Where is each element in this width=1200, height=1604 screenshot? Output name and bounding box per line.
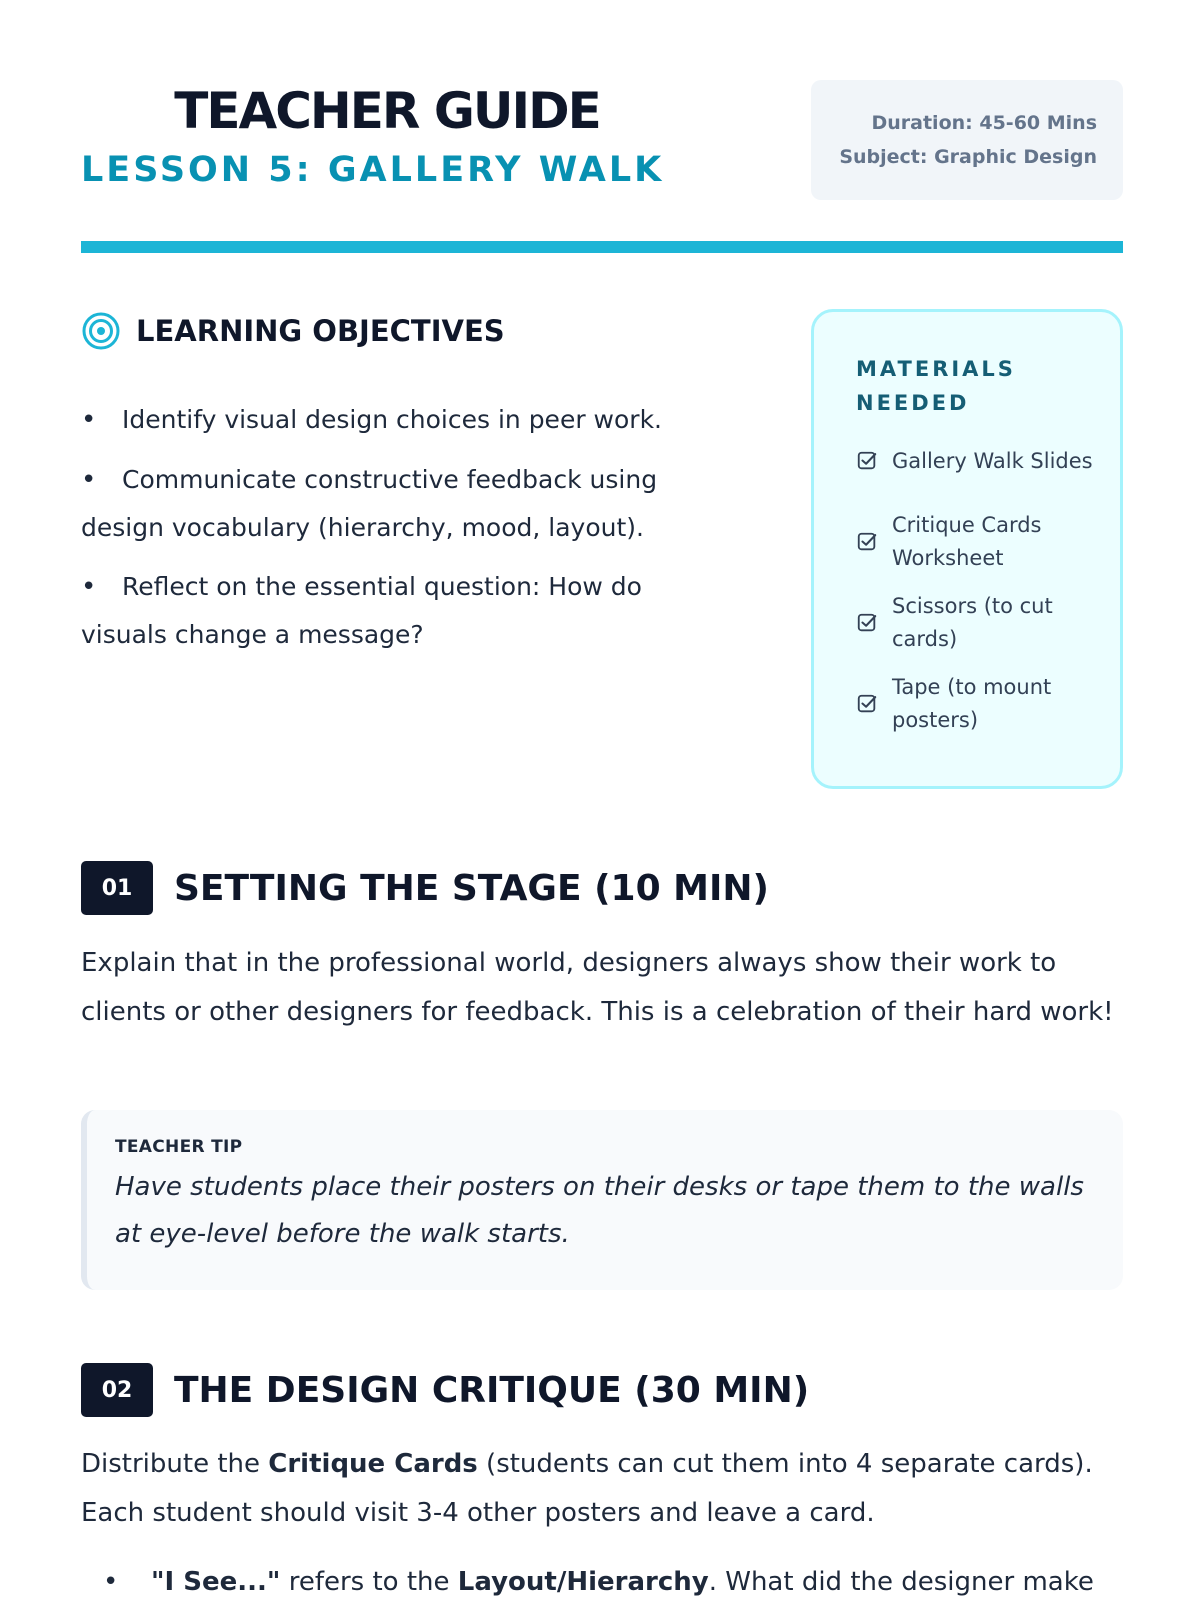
item-text: . What did the designer make — [708, 1567, 1094, 1597]
target-icon — [81, 311, 121, 351]
list-item — [81, 563, 701, 658]
bullet-icon: • — [81, 405, 97, 435]
page-title: TEACHER GUIDE — [174, 82, 600, 140]
critique-list — [81, 1560, 1123, 1604]
body-text: (students can cut them into 4 separate cards). Each student should visit 3-4 other posters and leave a card. — [81, 1449, 1093, 1528]
body-text: Distribute the — [81, 1449, 269, 1479]
material-item — [856, 505, 1096, 579]
objectives-heading — [81, 309, 505, 353]
objective-text: Reflect on the essential question: How do visuals change a message? — [81, 572, 642, 649]
section-body — [81, 1440, 1123, 1538]
item-emphasis: "I See..." — [151, 1567, 281, 1597]
objective-text: Identify visual design choices in peer work. — [122, 405, 662, 434]
list-item — [81, 456, 701, 551]
header — [81, 80, 1123, 210]
materials-box — [811, 309, 1123, 789]
material-label: Critique Cards Worksheet — [892, 513, 1042, 570]
header-divider — [81, 241, 1123, 253]
lesson-meta-box — [811, 80, 1123, 200]
material-label: Tape (to mount posters) — [892, 675, 1052, 732]
materials-title: MATERIALS NEEDED — [856, 357, 1016, 415]
objectives-list — [81, 396, 701, 670]
teacher-tip-box — [81, 1110, 1123, 1290]
material-item — [856, 667, 1096, 741]
bullet-icon: • — [81, 465, 97, 495]
section-title: THE DESIGN CRITIQUE (30 MIN) — [174, 1369, 810, 1411]
list-item — [81, 1560, 1123, 1604]
material-item — [856, 424, 1096, 498]
subject-text: Subject: Graphic Design — [839, 146, 1097, 168]
material-item — [856, 586, 1096, 660]
list-item — [81, 396, 701, 444]
material-label: Scissors (to cut cards) — [892, 594, 1053, 651]
objective-text: Communicate constructive feedback using design vocabulary (hierarchy, mood, layout). — [81, 465, 658, 542]
checkbox-icon — [856, 693, 878, 715]
tip-label: TEACHER TIP — [115, 1137, 243, 1157]
checkbox-icon — [856, 531, 878, 553]
section-number-badge: 01 — [81, 861, 153, 915]
duration-text: Duration: 45-60 Mins — [871, 112, 1097, 134]
item-emphasis: Layout/Hierarchy — [457, 1567, 709, 1597]
body-emphasis: Critique Cards — [268, 1449, 478, 1479]
item-text: refers to the — [280, 1567, 458, 1597]
tip-text: Have students place their posters on their desks or tape them to the walls at eye-level before the walk starts. — [115, 1172, 1084, 1249]
section-number-badge: 02 — [81, 1363, 153, 1417]
section-body: Explain that in the professional world, designers always show their work to clients or other designers for feedback. This is a celebration of their hard work! — [81, 948, 1114, 1027]
checkbox-icon — [856, 450, 878, 472]
section-heading-design-critique — [81, 1363, 809, 1417]
material-label: Gallery Walk Slides — [892, 448, 1093, 473]
bullet-icon: • — [81, 572, 97, 602]
section-heading-setting-stage — [81, 861, 769, 915]
objectives-title: LEARNING OBJECTIVES — [136, 314, 505, 348]
section-title: SETTING THE STAGE (10 MIN) — [174, 867, 769, 909]
bullet-icon: • — [103, 1567, 119, 1597]
checkbox-icon — [856, 612, 878, 634]
lesson-subtitle: LESSON 5: GALLERY WALK — [81, 150, 665, 190]
